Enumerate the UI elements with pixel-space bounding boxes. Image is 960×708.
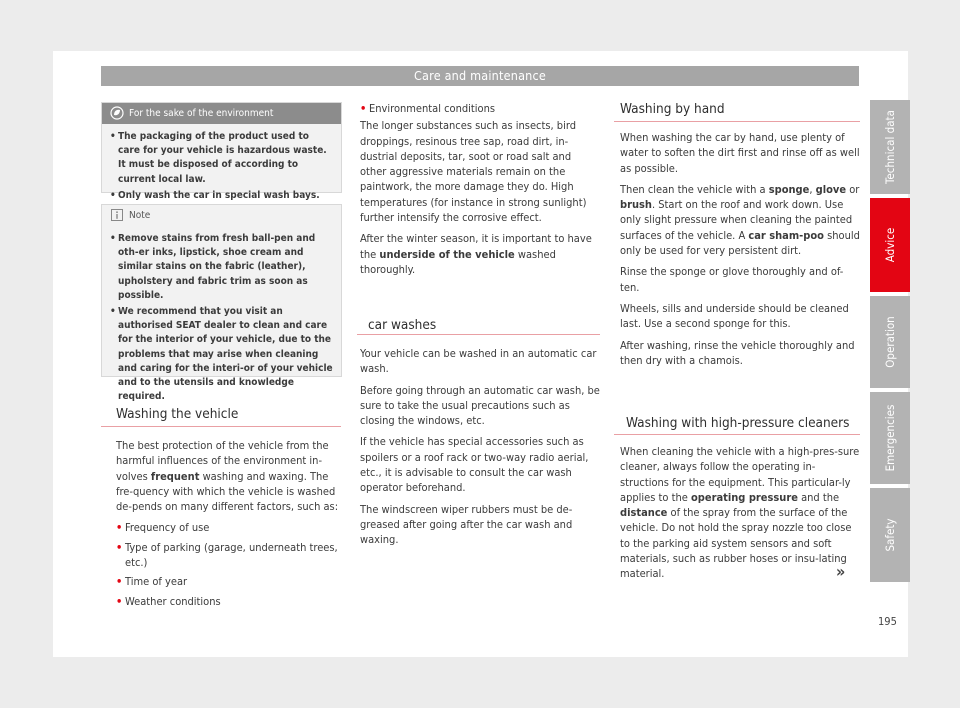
continue-icon: »: [836, 562, 846, 581]
page-number: 195: [878, 615, 897, 628]
note-box-header: [102, 205, 341, 226]
tab-emergencies[interactable]: Emergencies: [870, 392, 910, 484]
list-item: • Environmental conditions: [360, 101, 600, 116]
info-icon: [110, 208, 124, 222]
page-header: Care and maintenance: [101, 66, 859, 86]
column-2-text: [360, 101, 600, 283]
tab-operation[interactable]: Operation: [870, 296, 910, 388]
list-item: • Time of year: [116, 574, 340, 589]
note-item: • Remove stains from fresh ball-pen and oth-er inks, lipstick, shoe cream and similar stains on the fabric (leather), upholstery and fabric trim as soon as possible.: [110, 232, 333, 303]
heading-rule: [614, 434, 860, 435]
high-pressure-paragraph: When cleaning the vehicle with a high-pres-sure cleaner, always follow the operating in-structions for the equipment. This particular-ly applies to the operating pressure and the distance of the spray from the surface of the vehicle. Do not hold the spray nozzle too close to the parking aid system sensors and soft materials, such as rubber hoses or insu-lating material.: [620, 445, 860, 581]
heading-rule: [614, 121, 860, 122]
tab-safety[interactable]: Safety: [870, 488, 910, 582]
environment-item: • Only wash the car in special wash bays.: [110, 189, 333, 203]
note-item: • We recommend that you visit an authorised SEAT dealer to clean and care for the interior of your vehicle, due to the problems that may arise when cleaning and caring for the interi-or of your vehicle and to the utensils and knowledge required.: [110, 305, 333, 404]
car-washes-heading: car washes: [368, 317, 437, 333]
environment-box-header: [102, 103, 341, 124]
list-item: • Type of parking (garage, underneath trees, etc.): [116, 540, 340, 571]
car-washes-paragraph: Before going through an automatic car wash, be sure to take the usual precautions such as closing the windows, etc.: [360, 383, 600, 428]
by-hand-paragraph: After washing, rinse the vehicle thoroughly and then dry with a chamois.: [620, 338, 855, 367]
list-item: • Frequency of use: [116, 520, 340, 535]
tab-advice[interactable]: Advice: [870, 198, 910, 292]
washing-vehicle-heading: Washing the vehicle: [116, 406, 239, 422]
car-washes-paragraph: If the vehicle has special accessories such as spoilers or a roof rack or two-way radio aerial, etc., it is advisable to consult the car wash operator beforehand.: [360, 435, 589, 495]
by-hand-paragraph: Then clean the vehicle with a sponge, glove or brush. Start on the roof and work down. Use only slight pressure when cleaning the painted surfaces of the vehicle. A car sham-poo should only be used for very persistent dirt.: [620, 182, 860, 258]
by-hand-text: [620, 130, 860, 374]
car-washes-paragraph: Your vehicle can be washed in an automatic car wash.: [360, 347, 597, 376]
heading-rule: [101, 426, 341, 427]
winter-paragraph: After the winter season, it is important to have the underside of the vehicle washed thoroughly.: [360, 232, 592, 276]
list-item: • Weather conditions: [116, 594, 340, 609]
car-washes-text: [360, 346, 600, 554]
environment-item: • The packaging of the product used to care for your vehicle is hazardous waste. It must be disposed of according to current local law.: [110, 130, 333, 187]
environment-box: [101, 102, 342, 201]
high-pressure-text: [620, 444, 860, 588]
washing-vehicle-intro: The best protection of the vehicle from the harmful influences of the environment in-volves frequent washing and waxing. The fre-quency with which the vehicle is washed de-pends on many different factors, such as:: [116, 439, 339, 514]
note-box-title: Note: [129, 210, 151, 221]
heading-rule: [357, 334, 600, 335]
substances-paragraph: The longer substances such as insects, bird droppings, resinous tree sap, road dirt, in-dustrial deposits, tar, soot or road salt and other aggressive materials remain on the paintwork, the more damage they do. High temperatures (for instance in strong sunlight) further intensify the corrosive effect.: [360, 119, 587, 225]
environment-box-title: For the sake of the environment: [129, 108, 274, 119]
by-hand-paragraph: Wheels, sills and underside should be cleaned last. Use a second sponge for this.: [620, 301, 849, 331]
by-hand-paragraph: When washing the car by hand, use plenty of water to soften the dirt first and rinse off as well as possible.: [620, 131, 860, 175]
tab-technical-data[interactable]: Technical data: [870, 100, 910, 194]
column-1-text: [116, 438, 340, 613]
leaf-icon: [110, 106, 124, 120]
high-pressure-heading: Washing with high-pressure cleaners: [626, 415, 850, 431]
car-washes-paragraph: The windscreen wiper rubbers must be de-greased after going after the car wash and waxing.: [360, 502, 573, 547]
by-hand-paragraph: Rinse the sponge or glove thoroughly and of-ten.: [620, 265, 844, 294]
note-box: [101, 204, 342, 403]
washing-by-hand-heading: Washing by hand: [620, 101, 725, 117]
